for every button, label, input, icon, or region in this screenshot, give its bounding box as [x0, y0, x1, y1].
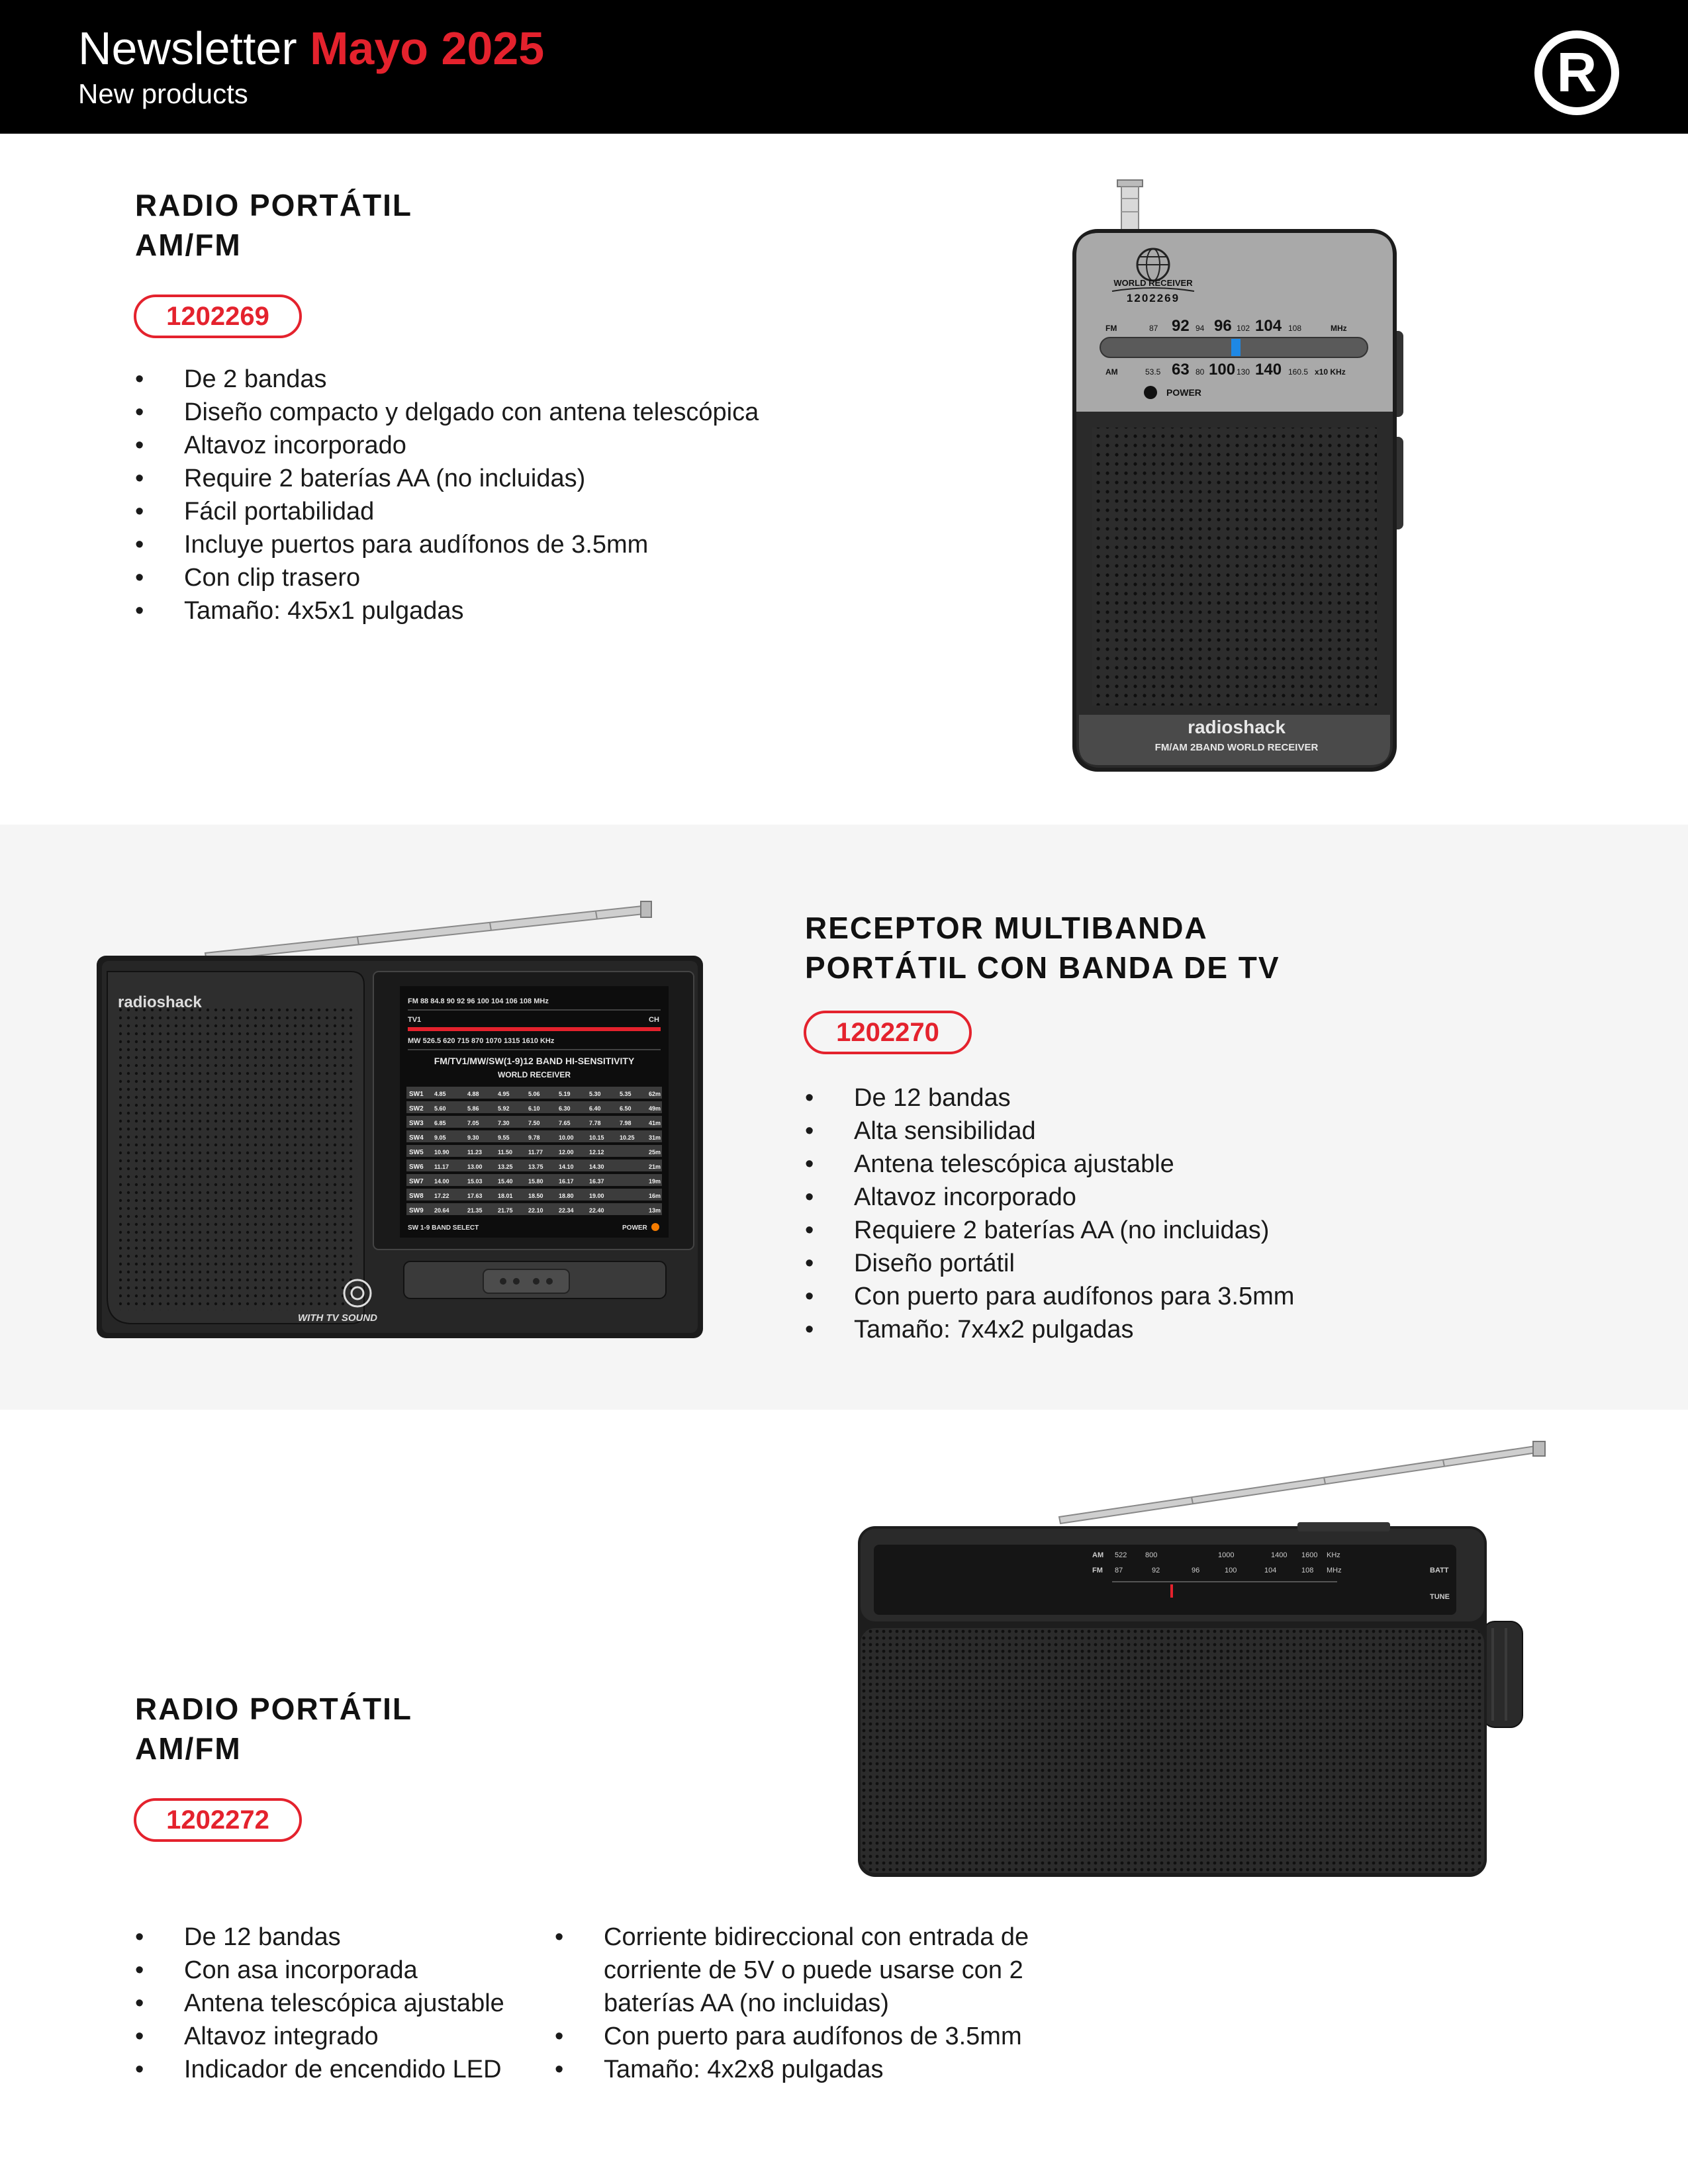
sw-band-value: 22.34 — [559, 1207, 574, 1214]
svg-text:FM/TV1/MW/SW(1-9)12 BAND HI-SE: FM/TV1/MW/SW(1-9)12 BAND HI-SENSITIVITY — [434, 1056, 635, 1066]
feature-item: • Con clip trasero — [135, 561, 759, 594]
svg-text:R: R — [1556, 41, 1597, 103]
svg-text:1202269: 1202269 — [1126, 292, 1180, 304]
sw-band-value: 4.88 — [467, 1091, 479, 1097]
svg-text:FM/AM 2BAND WORLD RECEIVER: FM/AM 2BAND WORLD RECEIVER — [1154, 742, 1319, 753]
sw-band-value: 6.30 — [559, 1105, 571, 1112]
svg-text:87: 87 — [1149, 324, 1158, 333]
svg-text:96: 96 — [1192, 1567, 1200, 1574]
svg-text:92: 92 — [1172, 317, 1190, 335]
svg-text:92: 92 — [1152, 1567, 1160, 1574]
feature-item: • Fácil portabilidad — [135, 495, 759, 528]
svg-text:WORLD RECEIVER: WORLD RECEIVER — [1113, 278, 1193, 288]
sw-band-value: 11.17 — [434, 1163, 449, 1170]
sw-band-label: SW2 — [409, 1105, 424, 1113]
svg-text:80: 80 — [1196, 367, 1205, 377]
sw-band-label: SW1 — [409, 1091, 424, 1098]
product-2-image — [93, 887, 708, 1343]
feature-item: • Antena telescópica ajustable — [135, 1987, 504, 2020]
product-3-code: 1202272 — [134, 1798, 302, 1842]
sw-band-value: 11.77 — [528, 1149, 543, 1156]
sw-band-value: 9.05 — [434, 1134, 446, 1141]
feature-item: • Indicador de encendido LED — [135, 2053, 504, 2086]
feature-item: • Tamaño: 4x5x1 pulgadas — [135, 594, 759, 627]
newsletter-subtitle: New products — [78, 78, 248, 109]
svg-text:FM: FM — [1105, 324, 1117, 333]
sw-band-value: 10.00 — [559, 1134, 574, 1141]
sw-band-label: SW5 — [409, 1149, 424, 1156]
feature-item: • Incluye puertos para audífonos de 3.5mm — [135, 528, 759, 561]
svg-text:100: 100 — [1209, 361, 1236, 379]
product-1-title-line-2: AM/FM — [135, 228, 242, 262]
svg-text:WITH TV SOUND: WITH TV SOUND — [298, 1312, 377, 1324]
sw-band-value: 18.01 — [498, 1193, 513, 1199]
feature-item: • Diseño compacto y delgado con antena telescópica — [135, 396, 759, 429]
sw-band-value: 10.25 — [620, 1134, 635, 1141]
sw-band-value: 21.75 — [498, 1207, 513, 1214]
sw-band-value: 18.50 — [528, 1193, 543, 1199]
svg-text:radioshack: radioshack — [1188, 717, 1286, 737]
product-3-features-col-1 — [135, 1921, 504, 2086]
feature-item: • Altavoz integrado — [135, 2020, 504, 2053]
sw-band-value: 6.10 — [528, 1105, 540, 1112]
feature-item: • Altavoz incorporado — [805, 1181, 1294, 1214]
sw-band-value: 15.40 — [498, 1178, 513, 1185]
sw-band-value: 41m — [649, 1120, 661, 1126]
sw-band-value: 9.55 — [498, 1134, 510, 1141]
svg-text:1600: 1600 — [1301, 1551, 1318, 1559]
feature-item: • Requiere 2 baterías AA (no incluidas) — [805, 1214, 1294, 1247]
sw-band-value: 13.25 — [498, 1163, 513, 1170]
sw-band-value: 11.50 — [498, 1149, 513, 1156]
sw-band-label: SW4 — [409, 1134, 424, 1142]
sw-band-value: 5.35 — [620, 1091, 632, 1097]
sw-band-value: 6.50 — [620, 1105, 632, 1112]
svg-text:160.5: 160.5 — [1288, 367, 1309, 377]
svg-text:87: 87 — [1115, 1567, 1123, 1574]
sw-band-value: 7.65 — [559, 1120, 571, 1126]
feature-item: • De 12 bandas — [805, 1081, 1294, 1115]
sw-band-value: 17.63 — [467, 1193, 483, 1199]
sw-band-value: 17.22 — [434, 1193, 449, 1199]
svg-text:POWER: POWER — [1166, 387, 1201, 398]
svg-text:KHz: KHz — [1327, 1551, 1340, 1559]
product-1-code: 1202269 — [134, 295, 302, 338]
sw-band-value: 18.80 — [559, 1193, 574, 1199]
sw-band-value: 5.86 — [467, 1105, 479, 1112]
svg-text:96: 96 — [1214, 317, 1232, 335]
feature-item: • Alta sensibilidad — [805, 1115, 1294, 1148]
sw-band-value: 16.37 — [589, 1178, 604, 1185]
sw-band-value: 15.03 — [467, 1178, 483, 1185]
sw-band-value: 14.00 — [434, 1178, 449, 1185]
sw-band-value: 22.40 — [589, 1207, 604, 1214]
sw-band-value: 13m — [649, 1207, 661, 1214]
svg-text:102: 102 — [1237, 324, 1250, 333]
sw-band-value: 21m — [649, 1163, 661, 1170]
product-3-title — [135, 1689, 412, 1768]
svg-text:SW 1-9 BAND SELECT: SW 1-9 BAND SELECT — [408, 1224, 479, 1232]
sw-band-value: 15.80 — [528, 1178, 543, 1185]
feature-item: • Tamaño: 7x4x2 pulgadas — [805, 1313, 1294, 1346]
product-2-title-line-1: RECEPTOR MULTIBANDA — [805, 911, 1208, 945]
sw-band-value: 6.85 — [434, 1120, 446, 1126]
svg-text:MW 526.5 620 715 870 1070: MW 526.5 620 715 870 1070 1315 1610 KHz — [408, 1037, 555, 1045]
feature-item: • De 2 bandas — [135, 363, 759, 396]
feature-item: • Con puerto para audífonos para 3.5mm — [805, 1280, 1294, 1313]
sw-band-value: 4.95 — [498, 1091, 510, 1097]
sw-band-label: SW8 — [409, 1193, 424, 1200]
product-3-title-line-1: RADIO PORTÁTIL — [135, 1692, 412, 1726]
svg-text:1400: 1400 — [1271, 1551, 1288, 1559]
newsletter-title-plain: Newsletter — [78, 23, 297, 74]
sw-band-value: 16m — [649, 1193, 661, 1199]
sw-band-value: 6.40 — [589, 1105, 601, 1112]
sw-band-value: 19.00 — [589, 1193, 604, 1199]
sw-band-value: 7.78 — [589, 1120, 601, 1126]
sw-band-value: 14.30 — [589, 1163, 604, 1170]
sw-band-value: 62m — [649, 1091, 661, 1097]
feature-item: • Altavoz incorporado — [135, 429, 759, 462]
sw-band-value: 49m — [649, 1105, 661, 1112]
sw-band-value: 25m — [649, 1149, 661, 1156]
svg-text:TUNE: TUNE — [1430, 1593, 1450, 1601]
svg-text:CH: CH — [649, 1016, 659, 1024]
product-3-image — [847, 1436, 1556, 1886]
product-2-code: 1202270 — [804, 1011, 972, 1054]
product-1-image — [1066, 172, 1410, 781]
svg-text:94: 94 — [1196, 324, 1205, 333]
feature-item: • Antena telescópica ajustable — [805, 1148, 1294, 1181]
svg-text:AM: AM — [1105, 367, 1118, 377]
svg-text:FM 88 84.8 90 92 96 100: FM 88 84.8 90 92 96 100 104 106 108 MHz — [408, 997, 549, 1005]
svg-text:x10 KHz: x10 KHz — [1315, 367, 1346, 377]
sw-band-value: 4.85 — [434, 1091, 446, 1097]
sw-band-value: 7.30 — [498, 1120, 510, 1126]
sw-band-label: SW3 — [409, 1120, 424, 1127]
sw-band-value: 10.90 — [434, 1149, 449, 1156]
feature-item: • Con asa incorporada — [135, 1954, 504, 1987]
sw-band-label: SW7 — [409, 1178, 424, 1185]
newsletter-title — [78, 20, 544, 77]
feature-item: • Con puerto para audífonos de 3.5mm — [555, 2020, 1058, 2053]
svg-text:radioshack: radioshack — [118, 993, 202, 1011]
product-1-title — [135, 185, 412, 265]
sw-band-value: 5.06 — [528, 1091, 540, 1097]
feature-item: • De 12 bandas — [135, 1921, 504, 1954]
sw-band-value: 13.75 — [528, 1163, 543, 1170]
feature-item: • Tamaño: 4x2x8 pulgadas — [555, 2053, 1058, 2086]
newsletter-title-date: Mayo 2025 — [310, 23, 545, 74]
sw-band-value: 9.30 — [467, 1134, 479, 1141]
feature-item: • Diseño portátil — [805, 1247, 1294, 1280]
sw-band-value: 5.60 — [434, 1105, 446, 1112]
product-1-features — [135, 363, 759, 627]
svg-text:130: 130 — [1237, 367, 1250, 377]
svg-text:AM: AM — [1092, 1551, 1104, 1559]
sw-band-value: 12.12 — [589, 1149, 604, 1156]
product-2-title — [805, 908, 1280, 987]
sw-band-value: 19m — [649, 1178, 661, 1185]
sw-band-value: 14.10 — [559, 1163, 574, 1170]
sw-band-value: 5.19 — [559, 1091, 571, 1097]
sw-band-value: 22.10 — [528, 1207, 543, 1214]
feature-item: • Corriente bidireccional con entrada de corriente de 5V o puede usarse con 2 baterías AA (no incluidas) — [555, 1921, 1058, 2020]
sw-band-value: 11.23 — [467, 1149, 483, 1156]
sw-band-value: 7.50 — [528, 1120, 540, 1126]
sw-band-table — [406, 1087, 662, 1215]
product-2-title-line-2: PORTÁTIL CON BANDA DE TV — [805, 950, 1280, 985]
svg-text:MHz: MHz — [1327, 1567, 1342, 1574]
svg-text:1000: 1000 — [1218, 1551, 1235, 1559]
product-3-title-line-2: AM/FM — [135, 1731, 242, 1766]
sw-band-value: 10.15 — [589, 1134, 604, 1141]
header-bar — [0, 0, 1688, 134]
svg-text:104: 104 — [1255, 317, 1282, 335]
sw-band-value: 5.92 — [498, 1105, 510, 1112]
feature-item: • Require 2 baterías AA (no incluidas) — [135, 462, 759, 495]
sw-band-value: 7.98 — [620, 1120, 632, 1126]
sw-band-label: SW6 — [409, 1163, 424, 1171]
svg-text:522: 522 — [1115, 1551, 1127, 1559]
svg-text:BATT: BATT — [1430, 1567, 1449, 1574]
svg-text:108: 108 — [1288, 324, 1302, 333]
svg-text:100: 100 — [1225, 1567, 1237, 1574]
sw-band-value: 9.78 — [528, 1134, 540, 1141]
svg-text:WORLD RECEIVER: WORLD RECEIVER — [497, 1070, 571, 1079]
svg-text:108: 108 — [1301, 1567, 1314, 1574]
sw-band-value: 20.64 — [434, 1207, 449, 1214]
svg-text:140: 140 — [1255, 361, 1282, 379]
sw-band-value: 21.35 — [467, 1207, 483, 1214]
sw-band-value: 12.00 — [559, 1149, 574, 1156]
product-1-title-line-1: RADIO PORTÁTIL — [135, 188, 412, 222]
svg-text:104: 104 — [1264, 1567, 1277, 1574]
svg-text:800: 800 — [1145, 1551, 1158, 1559]
sw-band-value: 7.05 — [467, 1120, 479, 1126]
svg-text:POWER: POWER — [622, 1224, 647, 1232]
sw-band-value: 5.30 — [589, 1091, 601, 1097]
sw-band-value: 13.00 — [467, 1163, 483, 1170]
svg-text:TV1: TV1 — [408, 1016, 422, 1024]
sw-band-value: 16.17 — [559, 1178, 574, 1185]
svg-text:MHz: MHz — [1331, 324, 1347, 333]
product-2-features — [805, 1081, 1294, 1346]
sw-band-label: SW9 — [409, 1207, 424, 1214]
sw-band-value: 31m — [649, 1134, 661, 1141]
svg-text:FM: FM — [1092, 1567, 1103, 1574]
product-3-features-col-2 — [555, 1921, 1058, 2086]
radioshack-logo — [1533, 29, 1620, 116]
svg-text:63: 63 — [1172, 361, 1190, 379]
svg-text:53.5: 53.5 — [1145, 367, 1161, 377]
